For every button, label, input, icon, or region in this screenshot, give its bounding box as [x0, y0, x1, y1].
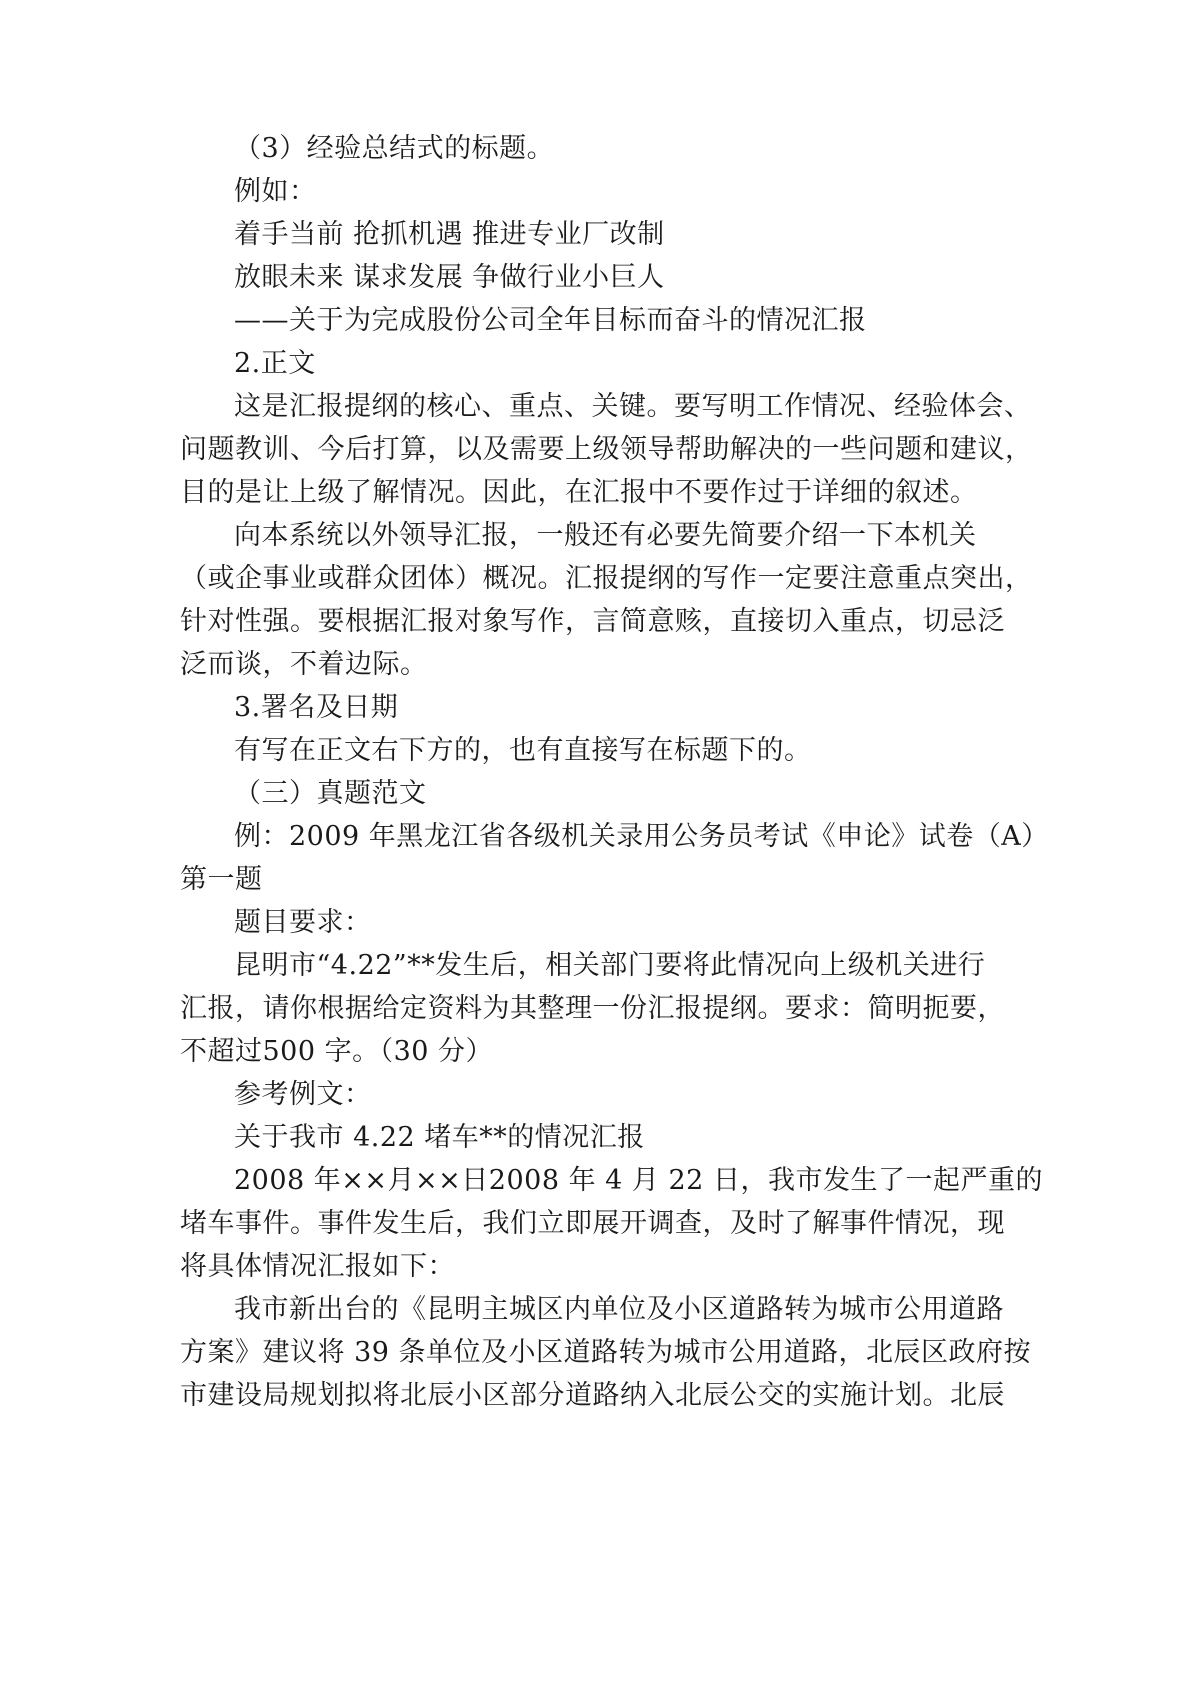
body-paragraph-line: 目的是让上级了解情况。因此，在汇报中不要作过于详细的叙述。 — [180, 477, 978, 508]
exam-reference-line: 例：2009 年黑龙江省各级机关录用公务员考试《申论》试卷（A） — [234, 821, 1049, 852]
body-paragraph-line: 泛而谈，不着边际。 — [180, 649, 428, 680]
sample-report-line: 堵车事件。事件发生后，我们立即展开调查，及时了解事件情况，现 — [180, 1208, 1005, 1239]
body-paragraph-line: 问题教训、今后打算，以及需要上级领导帮助解决的一些问题和建议， — [180, 434, 1033, 465]
example-label: 例如： — [234, 176, 317, 207]
question-requirements-line: 不超过500 字。（30 分） — [180, 1036, 494, 1067]
body-paragraph-line: 有写在正文右下方的，也有直接写在标题下的。 — [234, 735, 812, 766]
body-paragraph-line: 向本系统以外领导汇报，一般还有必要先简要介绍一下本机关 — [234, 520, 977, 551]
question-requirements-line: 昆明市“4.22”**发生后，相关部门要将此情况向上级机关进行 — [234, 950, 986, 981]
example-title-line-2: 放眼未来 谋求发展 争做行业小巨人 — [234, 262, 665, 293]
body-paragraph-line: 针对性强。要根据汇报对象写作，言简意赅，直接切入重点，切忌泛 — [180, 606, 1005, 637]
sample-report-line: 我市新出台的《昆明主城区内单位及小区道路转为城市公用道路 — [234, 1294, 1004, 1325]
body-paragraph-line: 这是汇报提纲的核心、重点、关键。要写明工作情况、经验体会、 — [234, 391, 1032, 422]
sample-report-line: 将具体情况汇报如下： — [180, 1251, 455, 1282]
question-requirements-label: 题目要求： — [234, 907, 372, 938]
section-heading-signature-date: 3.署名及日期 — [234, 692, 399, 723]
example-title-line-1: 着手当前 抢抓机遇 推进专业厂改制 — [234, 219, 665, 250]
body-paragraph-line: （或企事业或群众团体）概况。汇报提纲的写作一定要注意重点突出， — [180, 563, 1033, 594]
sample-report-line: 市建设局规划拟将北辰小区部分道路纳入北辰公交的实施计划。北辰 — [180, 1380, 1005, 1411]
sample-report-line: 2008 年××月××日2008 年 4 月 22 日，我市发生了一起严重的 — [234, 1165, 1043, 1196]
sample-report-line: 方案》建议将 39 条单位及小区道路转为城市公用道路，北辰区政府按 — [180, 1337, 1032, 1368]
section-heading-real-exam-sample: （三）真题范文 — [234, 778, 427, 809]
exam-reference-line: 第一题 — [180, 864, 263, 895]
section-heading-body: 2.正文 — [234, 348, 316, 379]
sample-report-title: 关于我市 4.22 堵车**的情况汇报 — [234, 1122, 645, 1153]
heading-experience-summary-title: （3）经验总结式的标题。 — [234, 133, 555, 164]
question-requirements-line: 汇报，请你根据给定资料为其整理一份汇报提纲。要求：简明扼要， — [180, 993, 1005, 1024]
example-subtitle: ——关于为完成股份公司全年目标而奋斗的情况汇报 — [234, 305, 867, 336]
reference-sample-label: 参考例文： — [234, 1079, 372, 1110]
